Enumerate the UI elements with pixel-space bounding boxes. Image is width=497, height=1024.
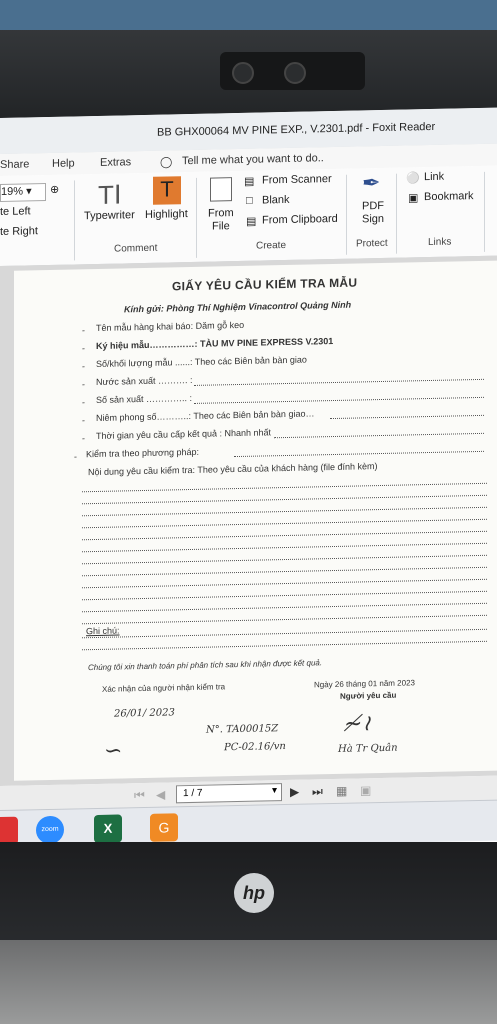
dotted-line — [82, 483, 487, 492]
dotted-line — [82, 519, 487, 528]
comment-group-label: Comment — [114, 242, 158, 255]
ribbon-separator — [396, 174, 397, 254]
bullet: - — [82, 397, 85, 408]
bullet: - — [82, 361, 85, 372]
field-sample-name: Tên mẫu hàng khai báo: Dăm gỗ keo — [96, 319, 245, 333]
field-country: Nước sản xuất ………. : — [96, 374, 193, 387]
dotted-line — [194, 397, 484, 404]
menu-extras[interactable]: Extras — [100, 156, 132, 169]
laptop-keyboard-deck — [0, 940, 497, 1024]
dotted-line — [82, 641, 487, 650]
highlight-icon: T — [153, 176, 181, 205]
laptop-screen — [0, 108, 497, 853]
typewriter-icon: TⅠ — [98, 179, 122, 210]
dotted-line — [82, 579, 487, 588]
dotted-line — [274, 433, 484, 438]
file-icon — [210, 177, 232, 201]
receiver-signature: ∽ — [104, 738, 123, 764]
ribbon-separator — [346, 175, 347, 255]
blank-button[interactable]: Blank — [262, 193, 290, 207]
page-number-input[interactable]: 1 / 7 ▾ — [176, 783, 282, 803]
dotted-line — [82, 629, 487, 638]
dotted-line — [82, 615, 487, 624]
payment-note: Chúng tôi xin thanh toán phí phân tích sau khi nhận được kết quả. — [88, 658, 323, 673]
addressee: Kính gửi: Phòng Thí Nghiệm Vinacontrol Quảng Ninh — [124, 299, 352, 315]
pen-sign-icon: ✒ — [362, 170, 381, 196]
bullet: - — [82, 433, 85, 444]
protect-group-label: Protect — [356, 237, 388, 250]
dotted-line — [82, 531, 487, 540]
from-file-button[interactable]: From File — [208, 207, 234, 233]
foxit-app-icon[interactable]: G — [150, 813, 178, 842]
chevron-down-icon: ▾ — [271, 785, 277, 797]
field-test-method: Kiểm tra theo phương pháp: — [86, 446, 199, 460]
bullet: - — [82, 325, 85, 336]
ribbon-toolbar — [0, 166, 497, 267]
handwritten-name: Hà Tr Quân — [338, 742, 398, 755]
ribbon-separator — [196, 178, 197, 258]
pdf-page — [14, 261, 497, 781]
excel-app-icon[interactable]: X — [94, 814, 122, 843]
copy-page-icon[interactable]: ▣ — [360, 783, 372, 798]
document-title: GIẤY YÊU CẦU KIỂM TRA MẪU — [172, 275, 358, 294]
first-page-icon[interactable]: ⏮ — [134, 787, 145, 803]
next-page-icon[interactable]: ▶ — [290, 784, 300, 799]
date-line: Ngày 26 tháng 01 năm 2023 — [314, 678, 415, 690]
dotted-line — [82, 555, 487, 564]
typewriter-button[interactable]: Typewriter — [84, 209, 135, 223]
from-scanner-button[interactable]: From Scanner — [262, 173, 332, 187]
dotted-line — [330, 415, 484, 419]
create-group-label: Create — [256, 240, 287, 252]
dotted-line — [82, 543, 487, 552]
from-clipboard-button[interactable]: From Clipboard — [262, 212, 338, 227]
links-group-label: Links — [428, 236, 452, 249]
prev-page-icon[interactable]: ◀ — [156, 787, 166, 802]
highlight-button[interactable]: Highlight — [145, 208, 188, 221]
dotted-line — [82, 591, 487, 600]
field-sample-code: Ký hiệu mẫu……………: TÀU MV PINE EXPRESS V.2301 — [96, 336, 334, 351]
dotted-line — [82, 507, 487, 516]
rotate-left-button[interactable]: te Left — [0, 205, 31, 218]
zoom-app-icon[interactable]: zoom — [36, 816, 64, 845]
field-test-content: Nội dung yêu cầu kiểm tra: Theo yêu cầu của khách hàng (file đính kèm) — [88, 461, 378, 478]
dotted-line — [82, 567, 487, 576]
rotate-right-button[interactable]: te Right — [0, 225, 38, 238]
link-button[interactable]: Link — [424, 170, 445, 184]
dotted-line — [194, 379, 484, 386]
scanner-icon: ▤ — [244, 175, 255, 188]
receiver-label: Xác nhận của người nhận kiểm tra — [102, 682, 226, 694]
bullet: - — [82, 415, 85, 426]
dotted-line — [234, 451, 484, 457]
last-page-icon[interactable]: ⏭ — [312, 784, 323, 799]
menu-help[interactable]: Help — [52, 157, 75, 170]
requester-label: Người yêu cầu — [340, 690, 397, 701]
handwritten-number: N°. TA00015Z — [206, 723, 279, 736]
field-result-time: Thời gian yêu cầu cấp kết quả : Nhanh nhất — [96, 427, 272, 441]
pdf-sign-button[interactable]: PDF Sign — [362, 199, 385, 226]
menu-share[interactable]: Share — [0, 158, 30, 171]
hp-logo: hp — [234, 873, 274, 913]
zoom-select[interactable]: 19% ▾ — [0, 183, 46, 202]
bullet: - — [82, 343, 85, 354]
zoom-in-icon[interactable]: ⊕ — [50, 183, 60, 196]
dotted-line — [82, 603, 487, 612]
field-production-no: Số sản xuất ………….. : — [96, 392, 193, 405]
field-seal-no: Niêm phong số………..: Theo các Biên bản bàn giao… — [96, 408, 315, 423]
bookmark-button[interactable]: Bookmark — [424, 190, 474, 204]
handwritten-code: PC-02.16/vn — [224, 741, 286, 754]
camera-icon — [232, 62, 254, 84]
requester-signature: ≁≀ — [344, 711, 371, 737]
document-viewport[interactable] — [0, 256, 497, 786]
field-sample-quantity: Số/khối lượng mẫu ......: Theo các Biên bản bàn giao — [96, 354, 307, 369]
ribbon-separator — [484, 172, 485, 252]
page-layout-icon[interactable]: ▦ — [336, 783, 348, 798]
webcam-cover — [220, 52, 365, 90]
globe-link-icon: ⚪ — [406, 172, 420, 185]
window-title: BB GHX00064 MV PINE EXP., V.2301.pdf - Foxit Reader — [157, 120, 436, 139]
dotted-line — [82, 495, 487, 504]
background-window — [0, 0, 497, 30]
bookmark-icon: ▣ — [408, 192, 419, 205]
blank-page-icon: □ — [246, 194, 253, 207]
lightbulb-icon: ◯ — [160, 156, 173, 169]
clipboard-icon: ▤ — [246, 215, 257, 228]
handwritten-date: 26/01/ 2023 — [114, 707, 175, 720]
ribbon-separator — [74, 180, 75, 260]
note-label: Ghi chú: — [86, 625, 120, 637]
camera-lens-icon — [284, 62, 306, 84]
bullet: - — [74, 451, 77, 462]
bullet: - — [82, 379, 85, 390]
app-icon[interactable] — [0, 817, 18, 846]
tell-me-search[interactable]: Tell me what you want to do.. — [182, 152, 324, 168]
